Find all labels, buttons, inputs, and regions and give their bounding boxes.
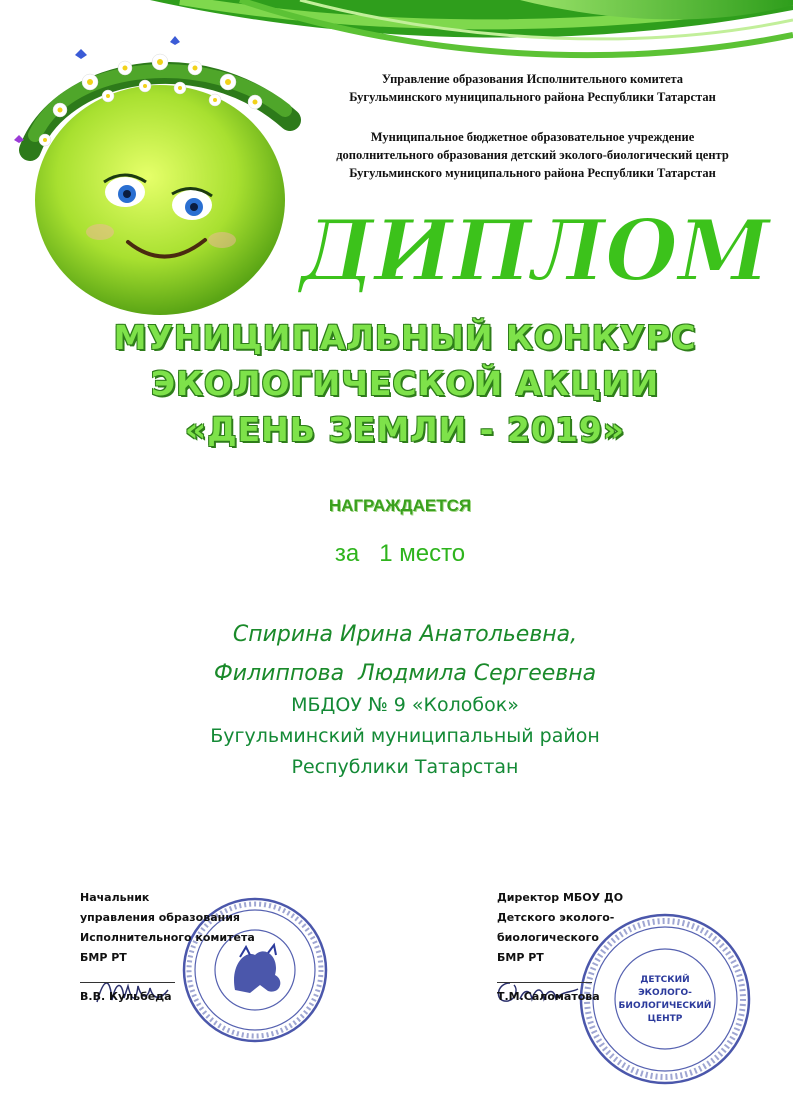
diploma-title — [290, 198, 780, 293]
institution-header — [280, 128, 785, 182]
institution-line: Бугульминского муниципального района Республики Татарстан — [349, 166, 716, 180]
awarded-label: НАГРАЖДАЕТСЯ — [328, 496, 472, 515]
organization-line: МБДОУ № 9 «Колобок» — [291, 694, 519, 716]
contest-line: «ДЕНЬ ЗЕМЛИ - 2019» — [184, 410, 626, 449]
signatory-left — [80, 888, 255, 1007]
signatory-position-line: Директор МБОУ ДО — [497, 891, 624, 904]
signatory-position-line: БМР РТ — [80, 951, 127, 964]
stamp-text: ДЕТСКИЙ — [640, 975, 690, 985]
organization — [100, 690, 710, 783]
signatory-name: В.В. Кульбеда — [80, 990, 172, 1003]
recipient-name: Спирина Ирина Анатольевна, — [232, 622, 578, 647]
authority-line: Бугульминского муниципального района Республики Татарстан — [349, 90, 716, 104]
contest-title — [60, 315, 750, 453]
signatory-position-line: Исполнительного комитета — [80, 931, 255, 944]
recipient-name: Филиппова Людмила Сергеевна — [213, 661, 597, 686]
signatory-position-line: Начальник — [80, 891, 150, 904]
organization-line: Республики Татарстан — [291, 756, 519, 778]
stamp-text: ЦЕНТР — [647, 1014, 683, 1024]
stamp-text: ЭКОЛОГО- — [638, 988, 692, 998]
smiling-earth-face — [35, 85, 285, 315]
signatory-right — [497, 888, 623, 1007]
signatory-name: Т.М.Саломатова — [497, 990, 600, 1003]
recipients — [100, 615, 710, 693]
institution-line: Муниципальное бюджетное образовательное учреждение — [370, 130, 695, 144]
signature-line — [497, 982, 592, 983]
authority-line: Управление образования Исполнительного комитета — [381, 72, 684, 86]
signatory-position-line: Детского эколого- — [497, 911, 615, 924]
contest-line: МУНИЦИПАЛЬНЫЙ КОНКУРС — [113, 318, 697, 357]
signature-line — [80, 982, 175, 983]
butterfly-icon — [75, 49, 87, 59]
signatory-position-line: управления образования — [80, 911, 240, 924]
contest-line: ЭКОЛОГИЧЕСКОЙ АКЦИИ — [150, 364, 660, 403]
place-text: за 1 место — [334, 540, 466, 567]
diploma-word: ДИПЛОМ — [296, 201, 773, 293]
stamp-text: БИОЛОГИЧЕСКИЙ — [618, 1001, 712, 1011]
butterfly-icon — [170, 36, 180, 45]
signatory-position-line: биологического — [497, 931, 599, 944]
institution-line: дополнительного образования детский эколого-биологический центр — [336, 148, 729, 162]
authority-header — [280, 70, 785, 106]
organization-line: Бугульминский муниципальный район — [210, 725, 600, 747]
signatory-position-line: БМР РТ — [497, 951, 544, 964]
